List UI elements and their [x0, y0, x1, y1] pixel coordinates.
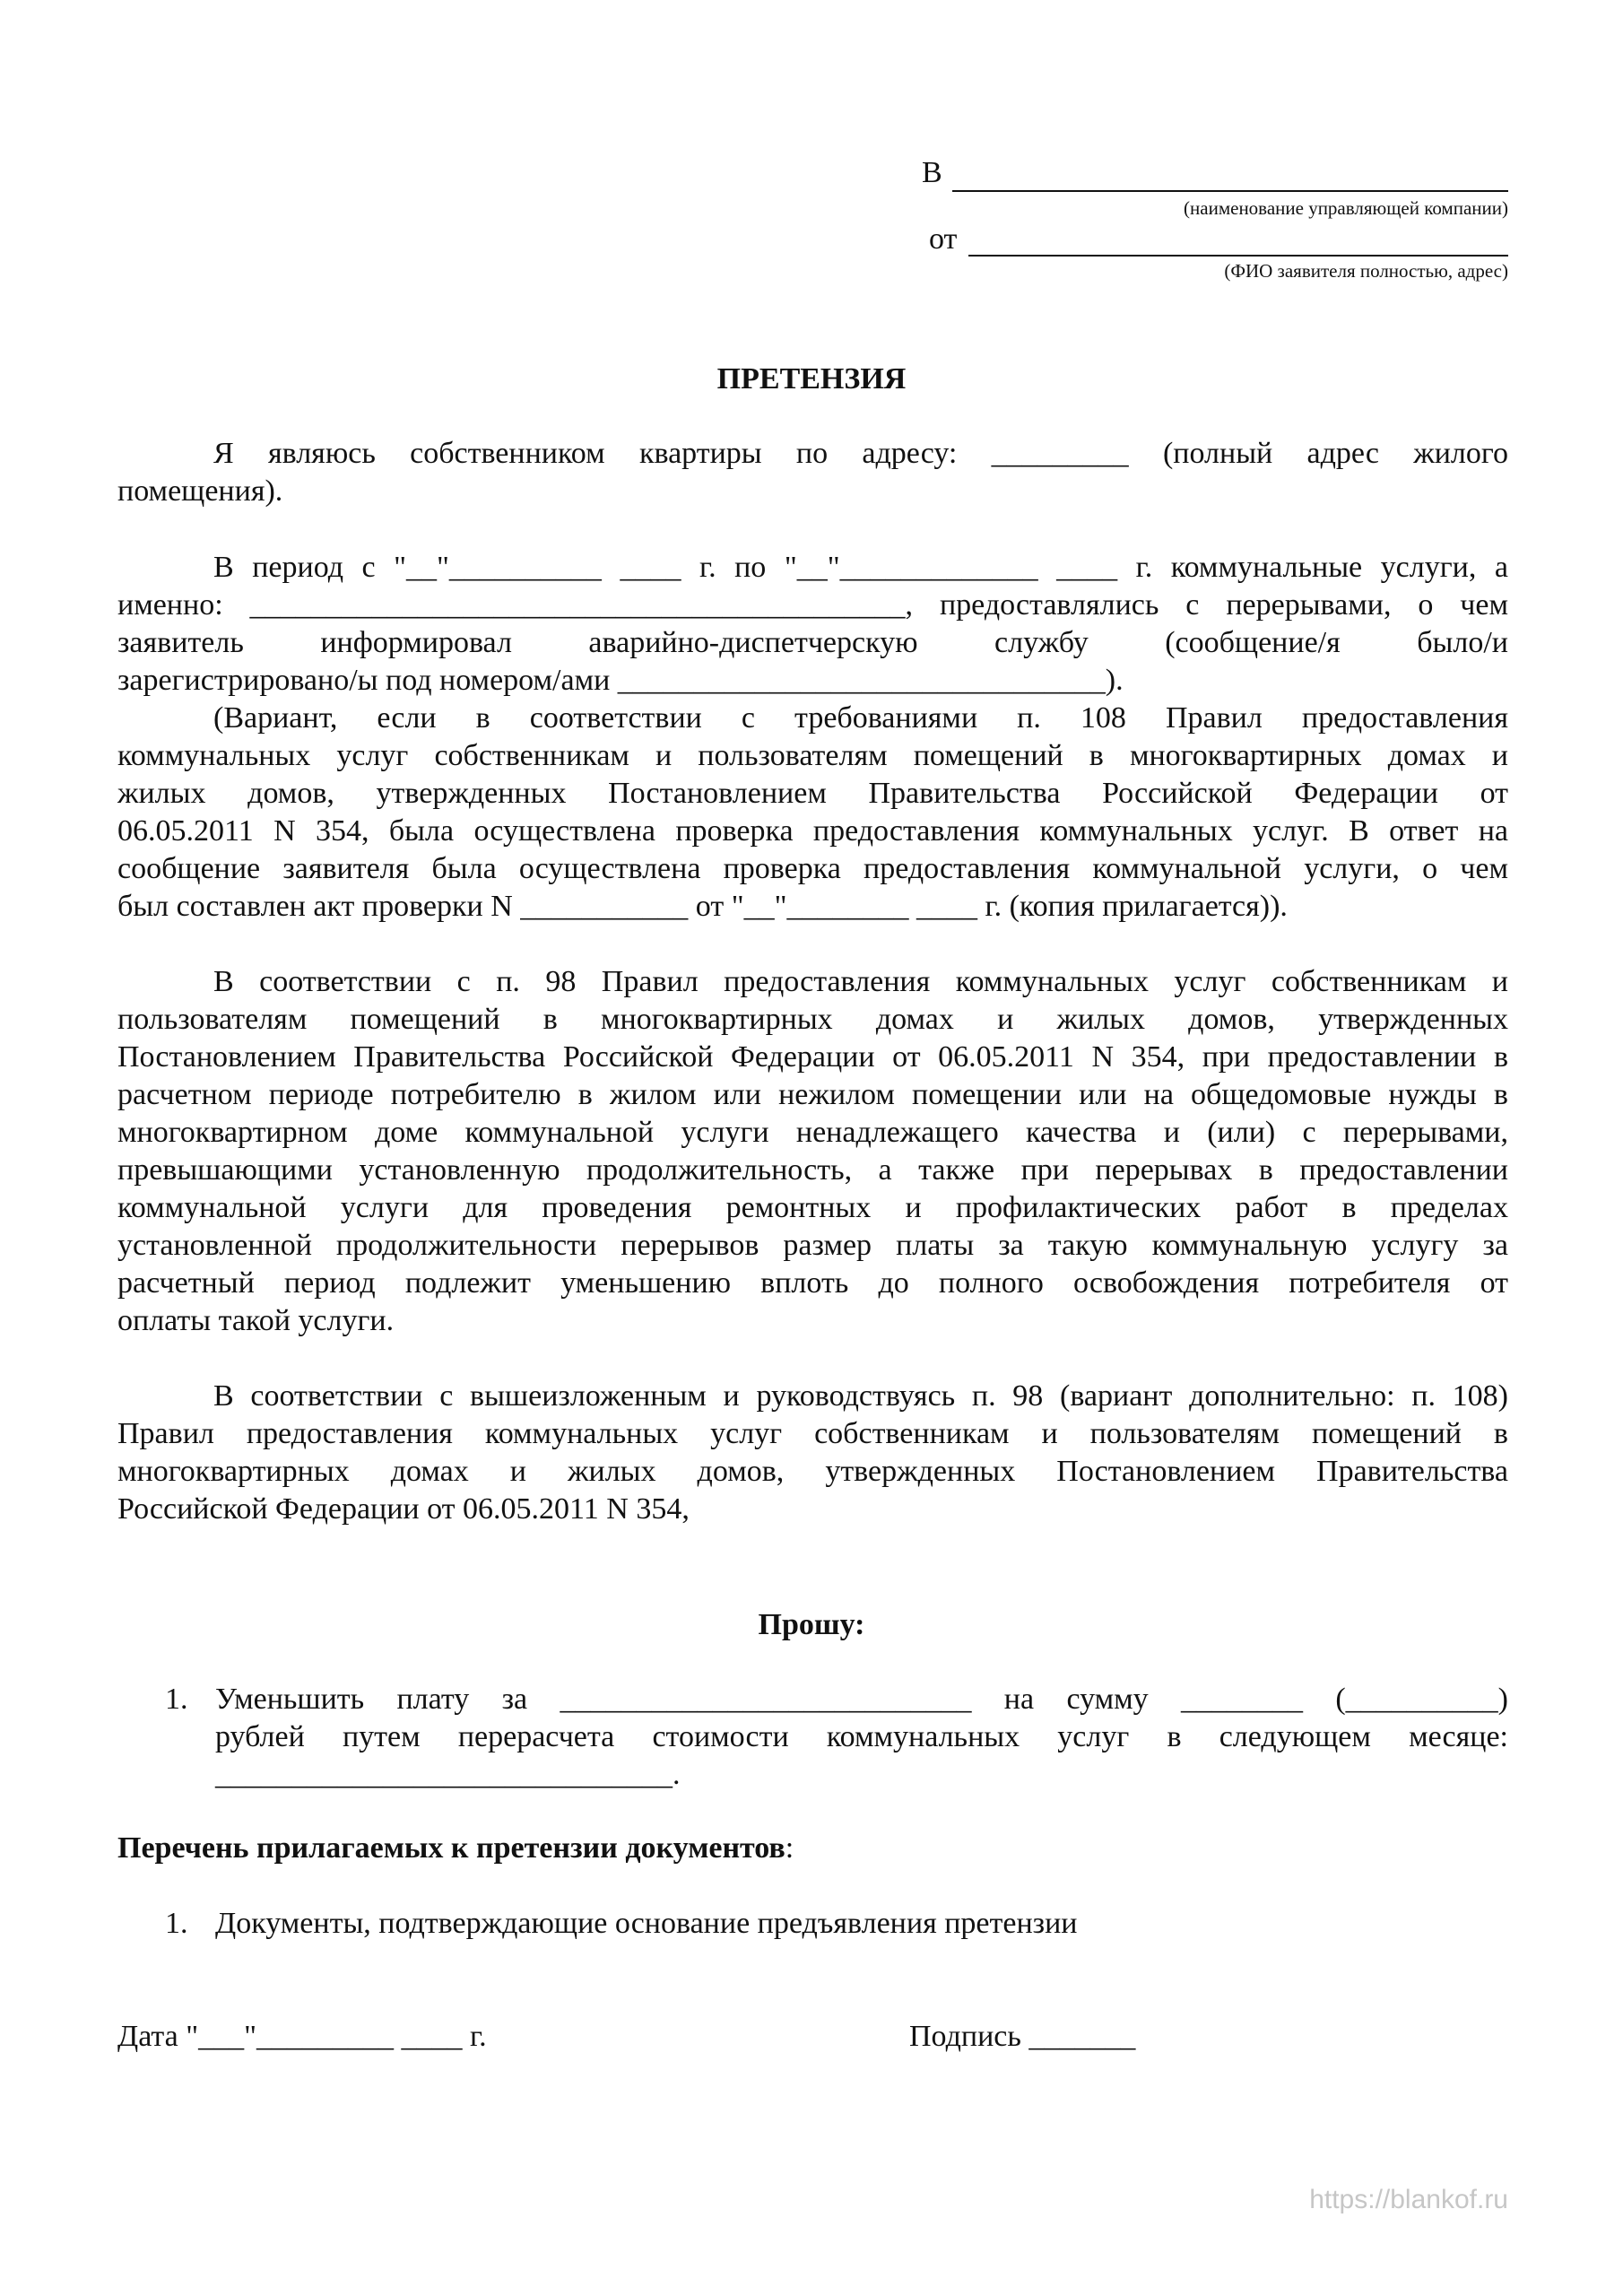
- attachments-heading-colon: :: [785, 1831, 794, 1865]
- attachment-item-number: 1.: [165, 1907, 188, 1940]
- p4-line-2: пользователям помещений в многоквартирных домах и жилых домов, утвержденных: [117, 1003, 1508, 1036]
- attachment-item-text: Документы, подтверждающие основание предъявления претензии: [215, 1907, 1078, 1940]
- to-blank-line: [952, 190, 1508, 192]
- date-line: Дата "___"_________ ____ г.: [117, 2020, 487, 2053]
- request-item-line-3: ______________________________.: [215, 1758, 681, 1791]
- attachments-heading-text: Перечень прилагаемых к претензии документов: [117, 1831, 785, 1865]
- request-heading: Прошу:: [758, 1608, 865, 1641]
- p4-line-5: многоквартирном доме коммунальной услуги ненадлежащего качества и (или) с перерывами,: [117, 1116, 1508, 1149]
- p3-line-4: 06.05.2011 N 354, была осуществлена проверка предоставления коммунальных услуг. В ответ на: [117, 814, 1508, 848]
- p2-line-1: В период с "__"__________ ____ г. по "__"_____________ ____ г. коммунальные услуги, а: [213, 551, 1508, 584]
- p1-line-2: помещения).: [117, 474, 283, 508]
- p2-line-4: зарегистрировано/ы под номером/ами ________________________________).: [117, 664, 1124, 697]
- from-caption: (ФИО заявителя полностью, адрес): [1224, 260, 1508, 282]
- from-prefix: от: [929, 222, 958, 256]
- from-blank-line: [968, 255, 1508, 257]
- p1-line-1: Я являюсь собственником квартиры по адресу: _________ (полный адрес жилого: [213, 437, 1508, 470]
- document-title: ПРЕТЕНЗИЯ: [716, 362, 907, 396]
- p2-line-3: заявитель информировал аварийно-диспетчерскую службу (сообщение/я было/и: [117, 626, 1508, 659]
- request-item-line-1: Уменьшить плату за ___________________________ на сумму ________ (__________): [215, 1683, 1508, 1716]
- p4-line-1: В соответствии с п. 98 Правил предоставления коммунальных услуг собственникам и: [213, 965, 1508, 998]
- p4-line-9: расчетный период подлежит уменьшению вплоть до полного освобождения потребителя от: [117, 1266, 1508, 1300]
- to-prefix: В: [922, 156, 942, 189]
- p4-line-7: коммунальной услуги для проведения ремонтных и профилактических работ в пределах: [117, 1191, 1508, 1224]
- p4-line-3: Постановлением Правительства Российской Федерации от 06.05.2011 N 354, при предоставлении в: [117, 1040, 1508, 1074]
- watermark-url: https://blankof.ru: [1309, 2185, 1508, 2214]
- p5-line-4: Российской Федерации от 06.05.2011 N 354,: [117, 1492, 690, 1526]
- p2-line-2: именно: ___________________________________________, предоставлялись с перерывами, о чем: [117, 588, 1508, 622]
- p4-line-10: оплаты такой услуги.: [117, 1304, 395, 1337]
- request-item-line-2: рублей путем перерасчета стоимости коммунальных услуг в следующем месяце:: [215, 1720, 1508, 1753]
- request-item-number: 1.: [165, 1683, 188, 1716]
- p3-line-1: (Вариант, если в соответствии с требованиями п. 108 Правил предоставления: [213, 701, 1508, 735]
- to-caption: (наименование управляющей компании): [1184, 197, 1508, 219]
- attachments-heading: [117, 1830, 794, 1867]
- p4-line-8: установленной продолжительности перерывов размер платы за такую коммунальную услугу за: [117, 1229, 1508, 1262]
- signature-line: Подпись _______: [909, 2020, 1136, 2053]
- p5-line-3: многоквартирных домах и жилых домов, утвержденных Постановлением Правительства: [117, 1455, 1508, 1488]
- p3-line-6: был составлен акт проверки N ___________ от "__"________ ____ г. (копия прилагается)).: [117, 890, 1288, 923]
- p3-line-3: жилых домов, утвержденных Постановлением Правительства Российской Федерации от: [117, 777, 1508, 810]
- p5-line-2: Правил предоставления коммунальных услуг собственникам и пользователям помещений в: [117, 1417, 1508, 1450]
- p4-line-6: превышающими установленную продолжительность, а также при перерывах в предоставлении: [117, 1153, 1508, 1187]
- p4-line-4: расчетном периоде потребителю в жилом или нежилом помещении или на общедомовые нужды в: [117, 1078, 1508, 1111]
- p3-line-5: сообщение заявителя была осуществлена проверка предоставления коммунальной услуги, о чем: [117, 852, 1508, 885]
- p3-line-2: коммунальных услуг собственникам и пользователям помещений в многоквартирных домах и: [117, 739, 1508, 772]
- p5-line-1: В соответствии с вышеизложенным и руководствуясь п. 98 (вариант дополнительно: п. 108): [213, 1379, 1508, 1413]
